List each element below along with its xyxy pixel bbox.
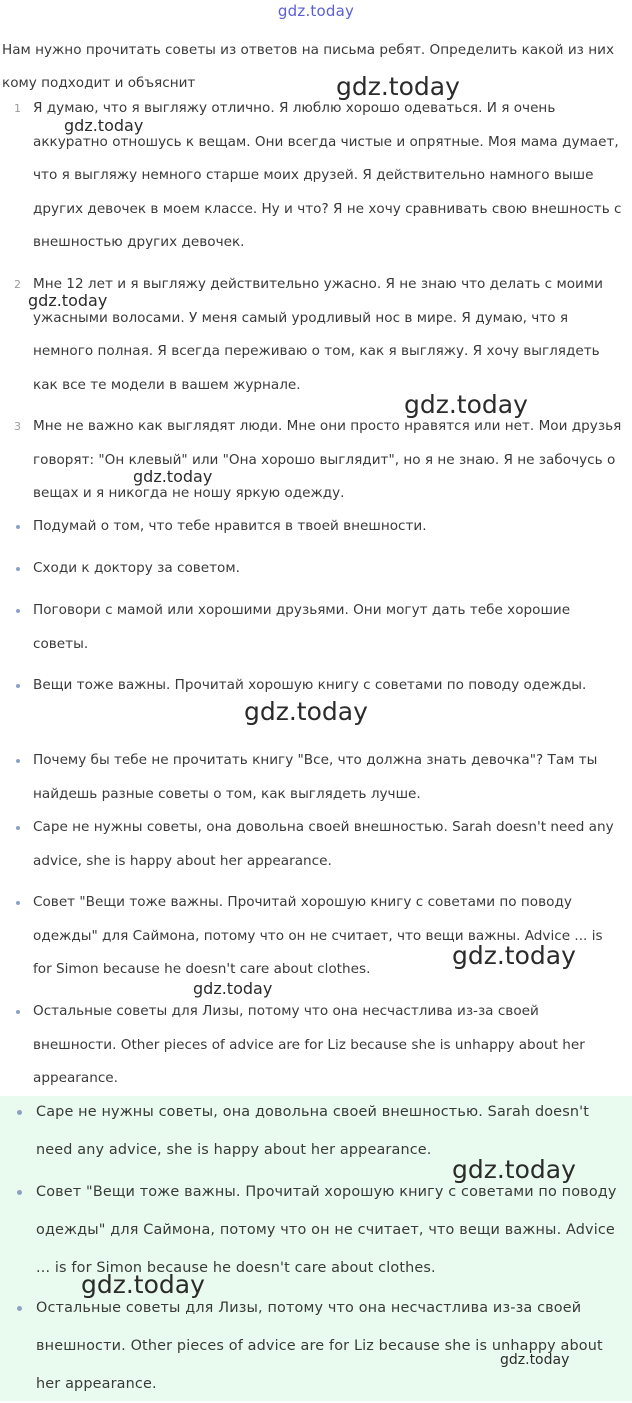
advice-text: Вещи тоже важны. Прочитай хорошую книгу с советами по поводу одежды. bbox=[33, 677, 587, 693]
watermark: gdz.today bbox=[133, 467, 213, 486]
answer-text: Саре не нужны советы, она довольна своей внешностью. Sarah doesn't need any advice, she is happy about her appearance. bbox=[36, 1104, 590, 1158]
watermark: gdz.today bbox=[404, 390, 528, 419]
bullet-icon bbox=[17, 1190, 22, 1195]
advice-text: Сходи к доктору за советом. bbox=[33, 560, 240, 576]
bullet-icon bbox=[16, 525, 20, 529]
answer-text: Остальные советы для Лизы, потому что она несчастлива из-за своей внешности. Other pieces of advice are for Liz because she is unhappy about her appearance. bbox=[36, 1300, 603, 1392]
bullet-icon bbox=[16, 609, 20, 613]
answer-text: Совет "Вещи тоже важны. Прочитай хорошую книгу с советами по поводу одежды" для Саймона, потому что он не считает, что вещи важны. Advice ... is for Simon because he doesn't care about clothes. bbox=[36, 1184, 617, 1276]
watermark: gdz.today bbox=[64, 116, 144, 135]
watermark: gdz.today bbox=[81, 1270, 205, 1299]
task-intro: Нам нужно прочитать советы из ответов на письма ребят. Определить какой из них кому подходит и объяснит bbox=[2, 42, 614, 91]
letter-number: 1 bbox=[14, 102, 21, 115]
watermark: gdz.today bbox=[28, 291, 108, 310]
bullet-icon bbox=[17, 1306, 22, 1311]
letter-number: 2 bbox=[14, 278, 21, 291]
bullet-icon bbox=[16, 826, 20, 830]
bullet-icon bbox=[16, 1010, 20, 1014]
watermark: gdz.today bbox=[336, 72, 460, 101]
letter-number: 3 bbox=[14, 420, 21, 433]
advice-text: Подумай о том, что тебе нравится в твоей внешности. bbox=[33, 518, 427, 534]
advice-text: Саре не нужны советы, она довольна своей внешностью. Sarah doesn't need any advice, she is happy about her appearance. bbox=[33, 819, 614, 869]
advice-text: Остальные советы для Лизы, потому что она несчастлива из-за своей внешности. Other pieces of advice are for Liz because she is unhappy about her appearance. bbox=[33, 1003, 585, 1086]
bullet-icon bbox=[16, 759, 20, 763]
bullet-icon bbox=[16, 567, 20, 571]
bullet-icon bbox=[16, 684, 20, 688]
letter-text: Я думаю, что я выгляжу отлично. Я люблю хорошо одеваться. И я очень аккуратно отношусь к вещам. Они всегда чистые и опрятные. Моя мама думает, что я выгляжу немного старше моих друзей. Я действительно намного выше других девочек в моем классе. Ну и что? Я не хочу сравнивать свою внешность с внешностью других девочек. bbox=[33, 100, 622, 250]
advice-text: Почему бы тебе не прочитать книгу "Все, что должна знать девочка"? Там ты найдешь разные советы о том, как выглядеть лучше. bbox=[33, 752, 598, 802]
bullet-icon bbox=[16, 901, 20, 905]
advice-text: Совет "Вещи тоже важны. Прочитай хорошую книгу с советами по поводу одежды" для Саймона, потому что он не считает, что вещи важны. Advice ... is for Simon because he doesn't care about clothes. bbox=[33, 894, 603, 977]
letter-text: Мне 12 лет и я выгляжу действительно ужасно. Я не знаю что делать с моими ужасными волосами. У меня самый уродливый нос в мире. Я думаю, что я немного полная. Я всегда переживаю о том, как я выгляжу. Я хочу выглядеть как все те модели в вашем журнале. bbox=[33, 276, 603, 393]
bullet-icon bbox=[17, 1110, 22, 1115]
advice-text: Поговори с мамой или хорошими друзьями. Они могут дать тебе хорошие советы. bbox=[33, 602, 571, 652]
letter-text: Мне не важно как выглядят люди. Мне они просто нравятся или нет. Мои друзья говорят: "Он клевый" или "Она хорошо выглядит", но я не знаю. Я не забочусь о вещах и я никогда не ношу яркую одежду. bbox=[33, 418, 622, 501]
watermark: gdz.today bbox=[452, 941, 576, 970]
watermark: gdz.today bbox=[244, 697, 368, 726]
site-logo[interactable]: gdz.today bbox=[277, 2, 355, 20]
watermark: gdz.today bbox=[452, 1155, 576, 1184]
watermark: gdz.today bbox=[500, 1352, 570, 1368]
watermark: gdz.today bbox=[193, 979, 273, 998]
